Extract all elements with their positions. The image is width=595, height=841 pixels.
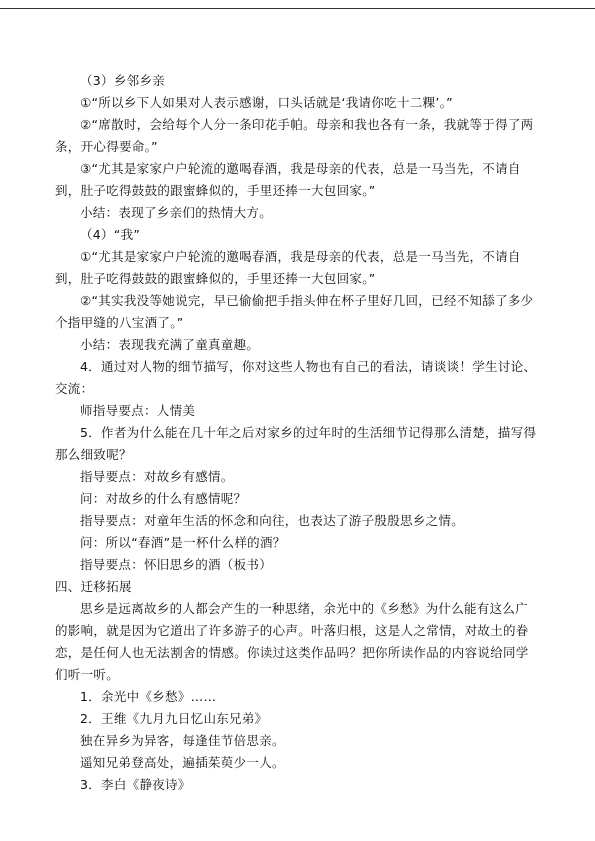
- work-1: 1．余光中《乡愁》……: [80, 689, 217, 704]
- poem-line-2: 遥知兄弟登高处，遍插茱萸少一人。: [80, 755, 285, 770]
- question-4: 4．通过对人物的细节描写，你对这些人物也有自己的看法，请谈谈！学生讨论、交流：: [55, 359, 537, 396]
- guidance-4: 师指导要点：人情美: [80, 403, 196, 418]
- section-heading-extension: 四、迁移拓展: [55, 579, 132, 594]
- guidance-5a: 指导要点：对故乡有感情。: [80, 469, 234, 484]
- quote-neighbors-2: ②“席散时，会给每个人分一条印花手帕。母亲和我也各有一条，我就等于得了两条，开心得要命。”: [55, 117, 534, 154]
- work-2: 2．王维《九月九日忆山东兄弟》: [80, 711, 268, 726]
- top-rule: [0, 8, 595, 9]
- work-3: 3．李白《静夜诗》: [80, 777, 191, 792]
- quote-neighbors-1: ①“所以乡下人如果对人表示感谢，口头话就是‘我请你吃十二粿’。”: [80, 95, 453, 110]
- question-5: 5．作者为什么能在几十年之后对家乡的过年时的生活细节记得那么清楚，描写得那么细致呢？: [55, 425, 537, 462]
- question-5c: 问：所以“春酒”是一杯什么样的酒？: [80, 535, 286, 550]
- subheading-me: （4）“我”: [80, 227, 141, 242]
- question-5b: 问：对故乡的什么有感情呢？: [80, 491, 247, 506]
- quote-neighbors-3: ③“尤其是家家户户轮流的邀喝春酒，我是母亲的代表，总是一马当先，不请自到，肚子吃得鼓鼓的跟蜜蜂似的，手里还捧一大包回家。”: [55, 161, 521, 198]
- summary-me: 小结：表现我充满了童真童趣。: [80, 337, 260, 352]
- quote-me-1: ①“尤其是家家户户轮流的邀喝春酒，我是母亲的代表，总是一马当先，不请自到，肚子吃得鼓鼓的跟蜜蜂似的，手里还捧一大包回家。”: [55, 249, 521, 286]
- guidance-5c: 指导要点：怀旧思乡的酒（板书）: [80, 557, 273, 572]
- document-body: [55, 70, 540, 796]
- summary-neighbors: 小结：表现了乡亲们的热情大方。: [80, 205, 273, 220]
- poem-line-1: 独在异乡为异客，每逢佳节倍思亲。: [80, 733, 285, 748]
- extension-intro: 思乡是远离故乡的人都会产生的一种思绪，余光中的《乡愁》为什么能有这么广的影响，就是因为它道出了许多游子的心声。叶落归根，这是人之常情，对故土的眷恋，是任何人也无法割舍的情感。你读过这类作品吗？把你所读作品的内容说给同学们听一听。: [55, 601, 529, 682]
- quote-me-2: ②“其实我没等她说完，早已偷偷把手指头伸在杯子里好几回，已经不知舔了多少个指甲缝的八宝酒了。”: [55, 293, 534, 330]
- subheading-neighbors: （3）乡邻乡亲: [80, 73, 166, 88]
- guidance-5b: 指导要点：对童年生活的怀念和向往，也表达了游子殷殷思乡之情。: [80, 513, 465, 528]
